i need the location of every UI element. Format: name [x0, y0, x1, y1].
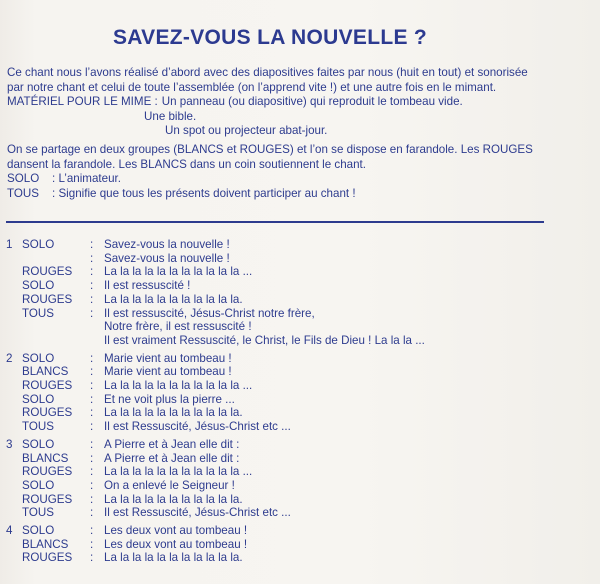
- lyric-text: Les deux vont au tombeau !: [104, 524, 248, 538]
- materiel-block: [7, 95, 547, 110]
- speaker-label: [22, 252, 90, 266]
- speaker-label: ROUGES: [22, 492, 73, 506]
- separator-colon: :: [90, 437, 94, 451]
- separator-colon: :: [90, 406, 94, 420]
- stanza-3: [6, 438, 566, 520]
- definition-tous: [7, 187, 547, 202]
- stanza-1: [6, 238, 566, 348]
- lyric-line: [6, 238, 566, 252]
- stanza-number: [6, 379, 22, 393]
- separator-colon: [90, 334, 104, 348]
- speaker-label: ROUGES: [22, 551, 73, 565]
- materiel-label: MATÉRIEL POUR LE MIME :: [7, 95, 158, 109]
- speaker-label: SOLO: [22, 279, 55, 293]
- lyric-line: [6, 334, 566, 348]
- stanza-number: 4: [6, 524, 13, 538]
- lyric-text: La la la la la la la la la la la.: [104, 551, 243, 565]
- stanza-number: [6, 420, 22, 434]
- stanza-number: [6, 252, 22, 266]
- separator-colon: :: [90, 551, 94, 565]
- speaker-label: TOUS: [22, 420, 54, 434]
- stanza-number: [6, 406, 22, 420]
- lyric-line: [6, 465, 566, 479]
- lyric-text: Notre frère, il est ressuscité !: [104, 320, 252, 334]
- lyric-text: Savez-vous la nouvelle !: [104, 251, 230, 265]
- materiel-item-1: Un panneau (ou diapositive) qui reproduit le tombeau vide.: [161, 95, 463, 109]
- definition-key: SOLO: [7, 172, 40, 186]
- lyric-line: [6, 452, 566, 466]
- definition-text: : L’animateur.: [52, 172, 121, 186]
- lyric-line: [6, 406, 566, 420]
- groups-paragraph: On se partage en deux groupes (BLANCS et ROUGES) et l’on se dispose en farandole. Les ROUGES dansent la farandole. Les BLANCS dans un coin soutiennent le chant.: [7, 142, 533, 171]
- separator-colon: :: [90, 238, 94, 251]
- stanza-number: 1: [6, 238, 13, 251]
- lyric-text: Et ne voit plus la pierre ...: [104, 392, 235, 406]
- page-title: SAVEZ-VOUS LA NOUVELLE ?: [112, 26, 428, 49]
- lyric-text: Il est Ressuscité, Jésus-Christ etc ...: [104, 506, 291, 520]
- separator-colon: :: [90, 392, 94, 406]
- lyric-text: La la la la la la la la la la la ...: [104, 379, 253, 393]
- lyric-line: [6, 379, 566, 393]
- lyric-line: [6, 420, 566, 434]
- lyric-text: A Pierre et à Jean elle dit :: [104, 451, 240, 465]
- stanza-number: [6, 493, 22, 507]
- lyric-text: Il est ressuscité !: [104, 279, 191, 293]
- materiel-item-3: Un spot ou projecteur abat-jour.: [165, 124, 328, 138]
- lyric-line: [6, 307, 566, 321]
- definition-text: : Signifie que tous les présents doivent participer au chant !: [52, 186, 356, 200]
- stanza-number: [6, 393, 22, 407]
- lyric-line: [6, 293, 566, 307]
- separator-colon: :: [90, 292, 94, 306]
- lyric-text: Il est ressuscité, Jésus-Christ notre frère,: [104, 306, 315, 320]
- separator-colon: :: [90, 279, 94, 293]
- lyric-line: [6, 393, 566, 407]
- intro-paragraph: Ce chant nous l’avons réalisé d’abord avec des diapositives faites par nous (huit en tout) et sonorisée par notre chant et celui de toute l’assemblée (on l’apprend vite !) et une autre fois en le mimant.: [7, 66, 528, 94]
- lyric-line: [6, 252, 566, 266]
- divider-rule: [6, 221, 544, 223]
- lyric-text: La la la la la la la la la la la.: [104, 292, 243, 306]
- stanza-number: 2: [6, 351, 13, 365]
- separator-colon: :: [90, 265, 94, 279]
- lyric-text: La la la la la la la la la la la.: [104, 492, 243, 506]
- lyric-line: [6, 438, 566, 452]
- speaker-label: SOLO: [22, 392, 55, 406]
- stanza-number: [6, 506, 22, 520]
- stanza-4: [6, 524, 566, 565]
- speaker-label: SOLO: [22, 524, 55, 538]
- speaker-label: [22, 334, 90, 348]
- song-lyrics: [6, 238, 566, 569]
- definition-key: TOUS: [7, 186, 39, 200]
- lyric-text: La la la la la la la la la la la ...: [104, 465, 253, 479]
- speaker-label: BLANCS: [22, 451, 69, 465]
- lyric-text: Marie vient au tombeau !: [104, 351, 232, 365]
- stanza-number: [6, 265, 22, 279]
- lyric-text: Marie vient au tombeau !: [104, 365, 232, 379]
- stanza-number: [6, 293, 22, 307]
- separator-colon: :: [90, 478, 94, 492]
- stanza-number: [6, 307, 22, 321]
- speaker-label: SOLO: [22, 478, 55, 492]
- speaker-label: [22, 320, 90, 334]
- lyric-text: La la la la la la la la la la la.: [104, 406, 243, 420]
- speaker-label: ROUGES: [22, 406, 73, 420]
- speaker-label: TOUS: [22, 506, 54, 520]
- stanza-number: [6, 279, 22, 293]
- separator-colon: :: [90, 451, 94, 465]
- lyric-text: La la la la la la la la la la la ...: [104, 265, 253, 279]
- separator-colon: :: [90, 351, 94, 365]
- stanza-number: [6, 479, 22, 493]
- speaker-label: ROUGES: [22, 465, 73, 479]
- separator-colon: :: [90, 306, 94, 320]
- definition-solo: [7, 172, 547, 187]
- stanza-number: [6, 452, 22, 466]
- separator-colon: :: [90, 420, 94, 434]
- lyric-line: [6, 524, 566, 538]
- intro-section: [7, 66, 547, 201]
- lyric-line: [6, 365, 566, 379]
- materiel-item-2: Une bible.: [144, 109, 197, 123]
- lyric-line: [6, 538, 566, 552]
- separator-colon: :: [90, 465, 94, 479]
- lyric-text: Les deux vont au tombeau !: [104, 537, 248, 551]
- separator-colon: :: [90, 506, 94, 520]
- stanza-number: [6, 320, 22, 334]
- lyric-line: [6, 493, 566, 507]
- speaker-label: ROUGES: [22, 292, 73, 306]
- speaker-label: TOUS: [22, 306, 54, 320]
- speaker-label: ROUGES: [22, 379, 73, 393]
- lyric-text: A Pierre et à Jean elle dit :: [104, 437, 240, 451]
- lyric-text: On a enlevé le Seigneur !: [104, 478, 235, 492]
- lyric-line: [6, 265, 566, 279]
- lyric-text: Savez-vous la nouvelle !: [104, 238, 230, 251]
- stanza-number: [6, 334, 22, 348]
- lyric-line: [6, 479, 566, 493]
- stanza-number: 3: [6, 437, 13, 451]
- separator-colon: :: [90, 365, 94, 379]
- speaker-label: SOLO: [22, 238, 55, 251]
- lyric-text: Il est vraiment Ressuscité, le Christ, le Fils de Dieu ! La la la ...: [104, 333, 425, 347]
- stanza-number: [6, 365, 22, 379]
- separator-colon: :: [90, 379, 94, 393]
- lyric-line: [6, 352, 566, 366]
- speaker-label: ROUGES: [22, 265, 73, 279]
- separator-colon: :: [90, 537, 94, 551]
- separator-colon: :: [90, 251, 94, 265]
- lyric-text: Il est Ressuscité, Jésus-Christ etc ...: [104, 420, 291, 434]
- lyric-line: [6, 551, 566, 565]
- separator-colon: :: [90, 492, 94, 506]
- speaker-label: BLANCS: [22, 537, 69, 551]
- stanza-number: [6, 551, 22, 565]
- speaker-label: SOLO: [22, 351, 55, 365]
- speaker-label: SOLO: [22, 437, 55, 451]
- separator-colon: [90, 320, 104, 334]
- lyric-line: [6, 320, 566, 334]
- stanza-number: [6, 538, 22, 552]
- speaker-label: BLANCS: [22, 365, 69, 379]
- separator-colon: :: [90, 524, 94, 538]
- lyric-line: [6, 506, 566, 520]
- lyric-line: [6, 279, 566, 293]
- stanza-number: [6, 465, 22, 479]
- stanza-2: [6, 352, 566, 434]
